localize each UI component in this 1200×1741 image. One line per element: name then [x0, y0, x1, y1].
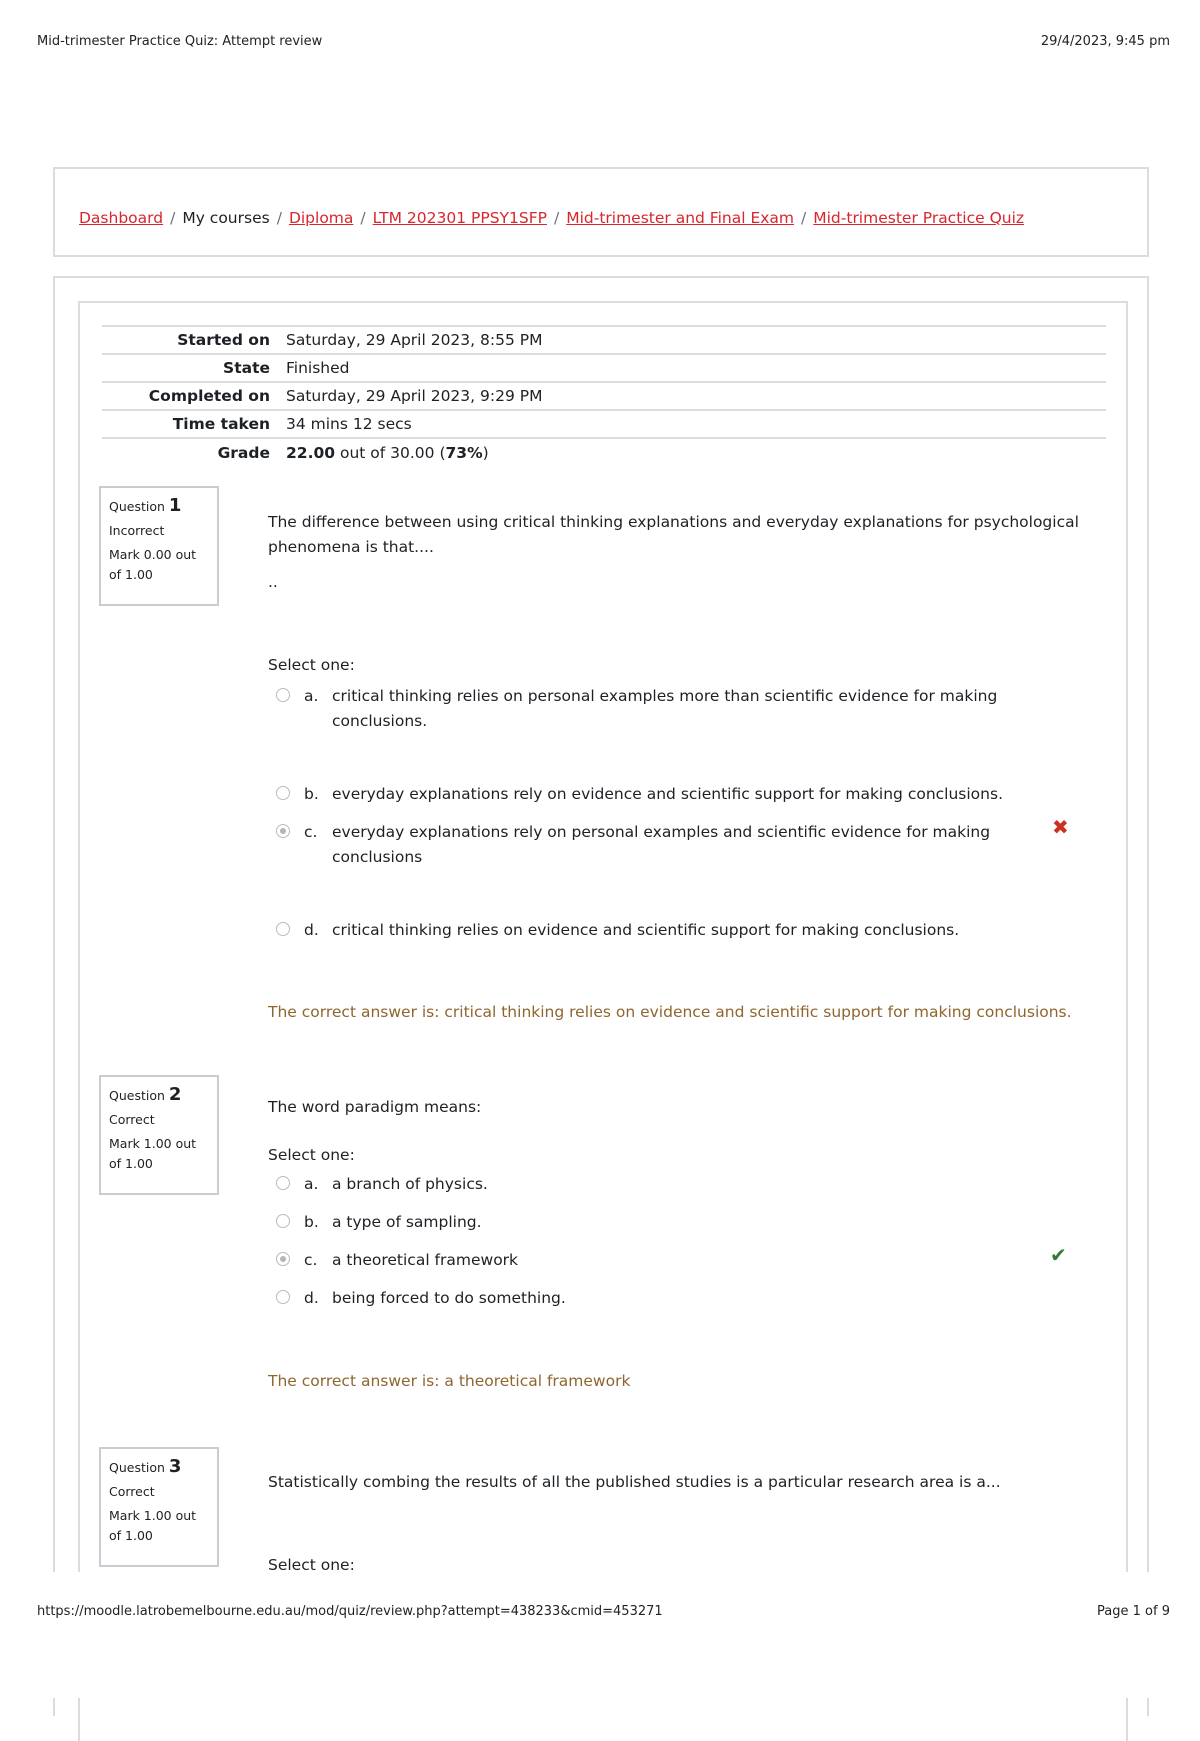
- incorrect-icon: ✖: [1052, 815, 1069, 839]
- question-state: Correct: [109, 1112, 155, 1127]
- question-1-feedback: The correct answer is: critical thinking relies on evidence and scientific support for making conclusions.: [268, 1003, 1072, 1021]
- question-state: Incorrect: [109, 523, 165, 538]
- question-1-text-extra: ..: [268, 573, 278, 591]
- question-mark: Mark 1.00 out of 1.00: [109, 1508, 197, 1543]
- question-1-text: The difference between using critical thinking explanations and everyday explanations for psychological phenomena is that....: [268, 513, 1079, 556]
- radio-button[interactable]: [276, 922, 290, 936]
- breadcrumb-my-courses: My courses: [182, 209, 270, 227]
- question-number: 2: [168, 1084, 182, 1105]
- grade-label: Grade: [217, 443, 270, 462]
- breadcrumb-separator: /: [276, 209, 282, 227]
- breadcrumb-section-link[interactable]: Mid-trimester and Final Exam: [566, 209, 795, 227]
- radio-button[interactable]: [276, 786, 290, 800]
- radio-button-checked[interactable]: [276, 824, 290, 838]
- radio-button[interactable]: [276, 1290, 290, 1304]
- option-letter: b.: [304, 1213, 319, 1231]
- question-number: 3: [168, 1456, 182, 1477]
- breadcrumb-separator: /: [553, 209, 560, 227]
- answer-option[interactable]: [276, 1210, 1016, 1235]
- option-letter: d.: [304, 1289, 319, 1307]
- grade-close: ): [482, 443, 489, 462]
- answer-option[interactable]: [276, 918, 1016, 943]
- radio-button-checked[interactable]: [276, 1252, 290, 1266]
- breadcrumb-separator: /: [801, 209, 807, 227]
- answer-option[interactable]: [276, 782, 1016, 807]
- option-text: everyday explanations rely on personal examples and scientific evidence for making conclusions: [332, 823, 991, 866]
- correct-icon: ✔: [1050, 1243, 1067, 1267]
- question-mark: Mark 0.00 out of 1.00: [109, 547, 197, 582]
- question-mark: Mark 1.00 out of 1.00: [109, 1136, 197, 1171]
- option-text: critical thinking relies on evidence and scientific support for making conclusions.: [332, 921, 960, 939]
- page-break-area: [0, 1572, 1200, 1698]
- answer-option-selected[interactable]: [276, 1248, 1016, 1273]
- breadcrumb-diploma-link[interactable]: Diploma: [288, 209, 354, 227]
- time-taken-label: Time taken: [102, 410, 286, 438]
- state-label: State: [102, 354, 286, 382]
- question-number: 1: [168, 495, 182, 516]
- answer-option[interactable]: [276, 684, 1016, 734]
- completed-label: Completed on: [102, 382, 286, 410]
- question-info-1: [99, 486, 219, 606]
- question-3-text: Statistically combing the results of all the published studies is a particular research area is a...: [268, 1473, 1001, 1491]
- answer-option-selected[interactable]: [276, 820, 1016, 870]
- option-letter: c.: [304, 1251, 318, 1269]
- question-3-prompt: Select one:: [268, 1556, 355, 1570]
- grade-score: 22.00: [286, 443, 336, 462]
- print-header: [37, 34, 1170, 54]
- completed-value: Saturday, 29 April 2023, 9:29 PM: [286, 382, 1106, 410]
- question-1-prompt: Select one:: [268, 656, 355, 674]
- question-label: Question: [109, 1460, 165, 1475]
- radio-button[interactable]: [276, 1214, 290, 1228]
- option-text: a type of sampling.: [332, 1213, 482, 1231]
- breadcrumb-separator: /: [360, 209, 366, 227]
- print-footer-page: Page 1 of 9: [1097, 1604, 1170, 1619]
- started-value: Saturday, 29 April 2023, 8:55 PM: [286, 326, 1106, 354]
- grade-percent: 73%: [445, 443, 483, 462]
- print-header-datetime: 29/4/2023, 9:45 pm: [1040, 34, 1170, 49]
- answer-option[interactable]: [276, 1286, 1016, 1311]
- question-info-2: [99, 1075, 219, 1195]
- radio-button[interactable]: [276, 1176, 290, 1190]
- attempt-summary-table: [102, 325, 1106, 466]
- question-info-3: [99, 1447, 219, 1567]
- option-letter: d.: [304, 921, 319, 939]
- breadcrumb-dashboard-link[interactable]: Dashboard: [79, 209, 164, 227]
- answer-option[interactable]: [276, 1172, 1016, 1197]
- print-footer-url: https://moodle.latrobemelbourne.edu.au/mod/quiz/review.php?attempt=438233&cmid=453271: [37, 1604, 663, 1619]
- option-letter: c.: [304, 823, 318, 841]
- question-state: Correct: [109, 1484, 155, 1499]
- radio-button[interactable]: [276, 688, 290, 702]
- grade-value: [286, 438, 1106, 466]
- started-label: Started on: [102, 326, 286, 354]
- state-value: Finished: [286, 354, 1106, 382]
- option-letter: a.: [304, 687, 319, 705]
- breadcrumb: [79, 209, 1024, 227]
- option-letter: a.: [304, 1175, 319, 1193]
- time-taken-value: 34 mins 12 secs: [286, 410, 1106, 438]
- question-label: Question: [109, 1088, 165, 1103]
- print-footer: [37, 1604, 1170, 1624]
- option-text: a branch of physics.: [332, 1175, 488, 1193]
- option-text: critical thinking relies on personal examples more than scientific evidence for making conclusions.: [332, 687, 998, 730]
- option-text: everyday explanations rely on evidence and scientific support for making conclusions.: [332, 785, 1003, 803]
- breadcrumb-course-link[interactable]: LTM 202301 PPSY1SFP: [372, 209, 547, 227]
- question-2-text: The word paradigm means:: [268, 1098, 482, 1116]
- question-2-prompt: Select one:: [268, 1146, 355, 1164]
- question-2-feedback: The correct answer is: a theoretical framework: [268, 1372, 631, 1390]
- grade-rest: out of 30.00 (: [339, 443, 446, 462]
- print-header-title: Mid-trimester Practice Quiz: Attempt review: [37, 34, 323, 49]
- breadcrumb-quiz-link[interactable]: Mid-trimester Practice Quiz: [813, 209, 1025, 227]
- option-text: being forced to do something.: [332, 1289, 566, 1307]
- breadcrumb-separator: /: [170, 209, 176, 227]
- option-letter: b.: [304, 785, 319, 803]
- question-label: Question: [109, 499, 165, 514]
- option-text: a theoretical framework: [332, 1251, 519, 1269]
- breadcrumb-container: [53, 167, 1149, 257]
